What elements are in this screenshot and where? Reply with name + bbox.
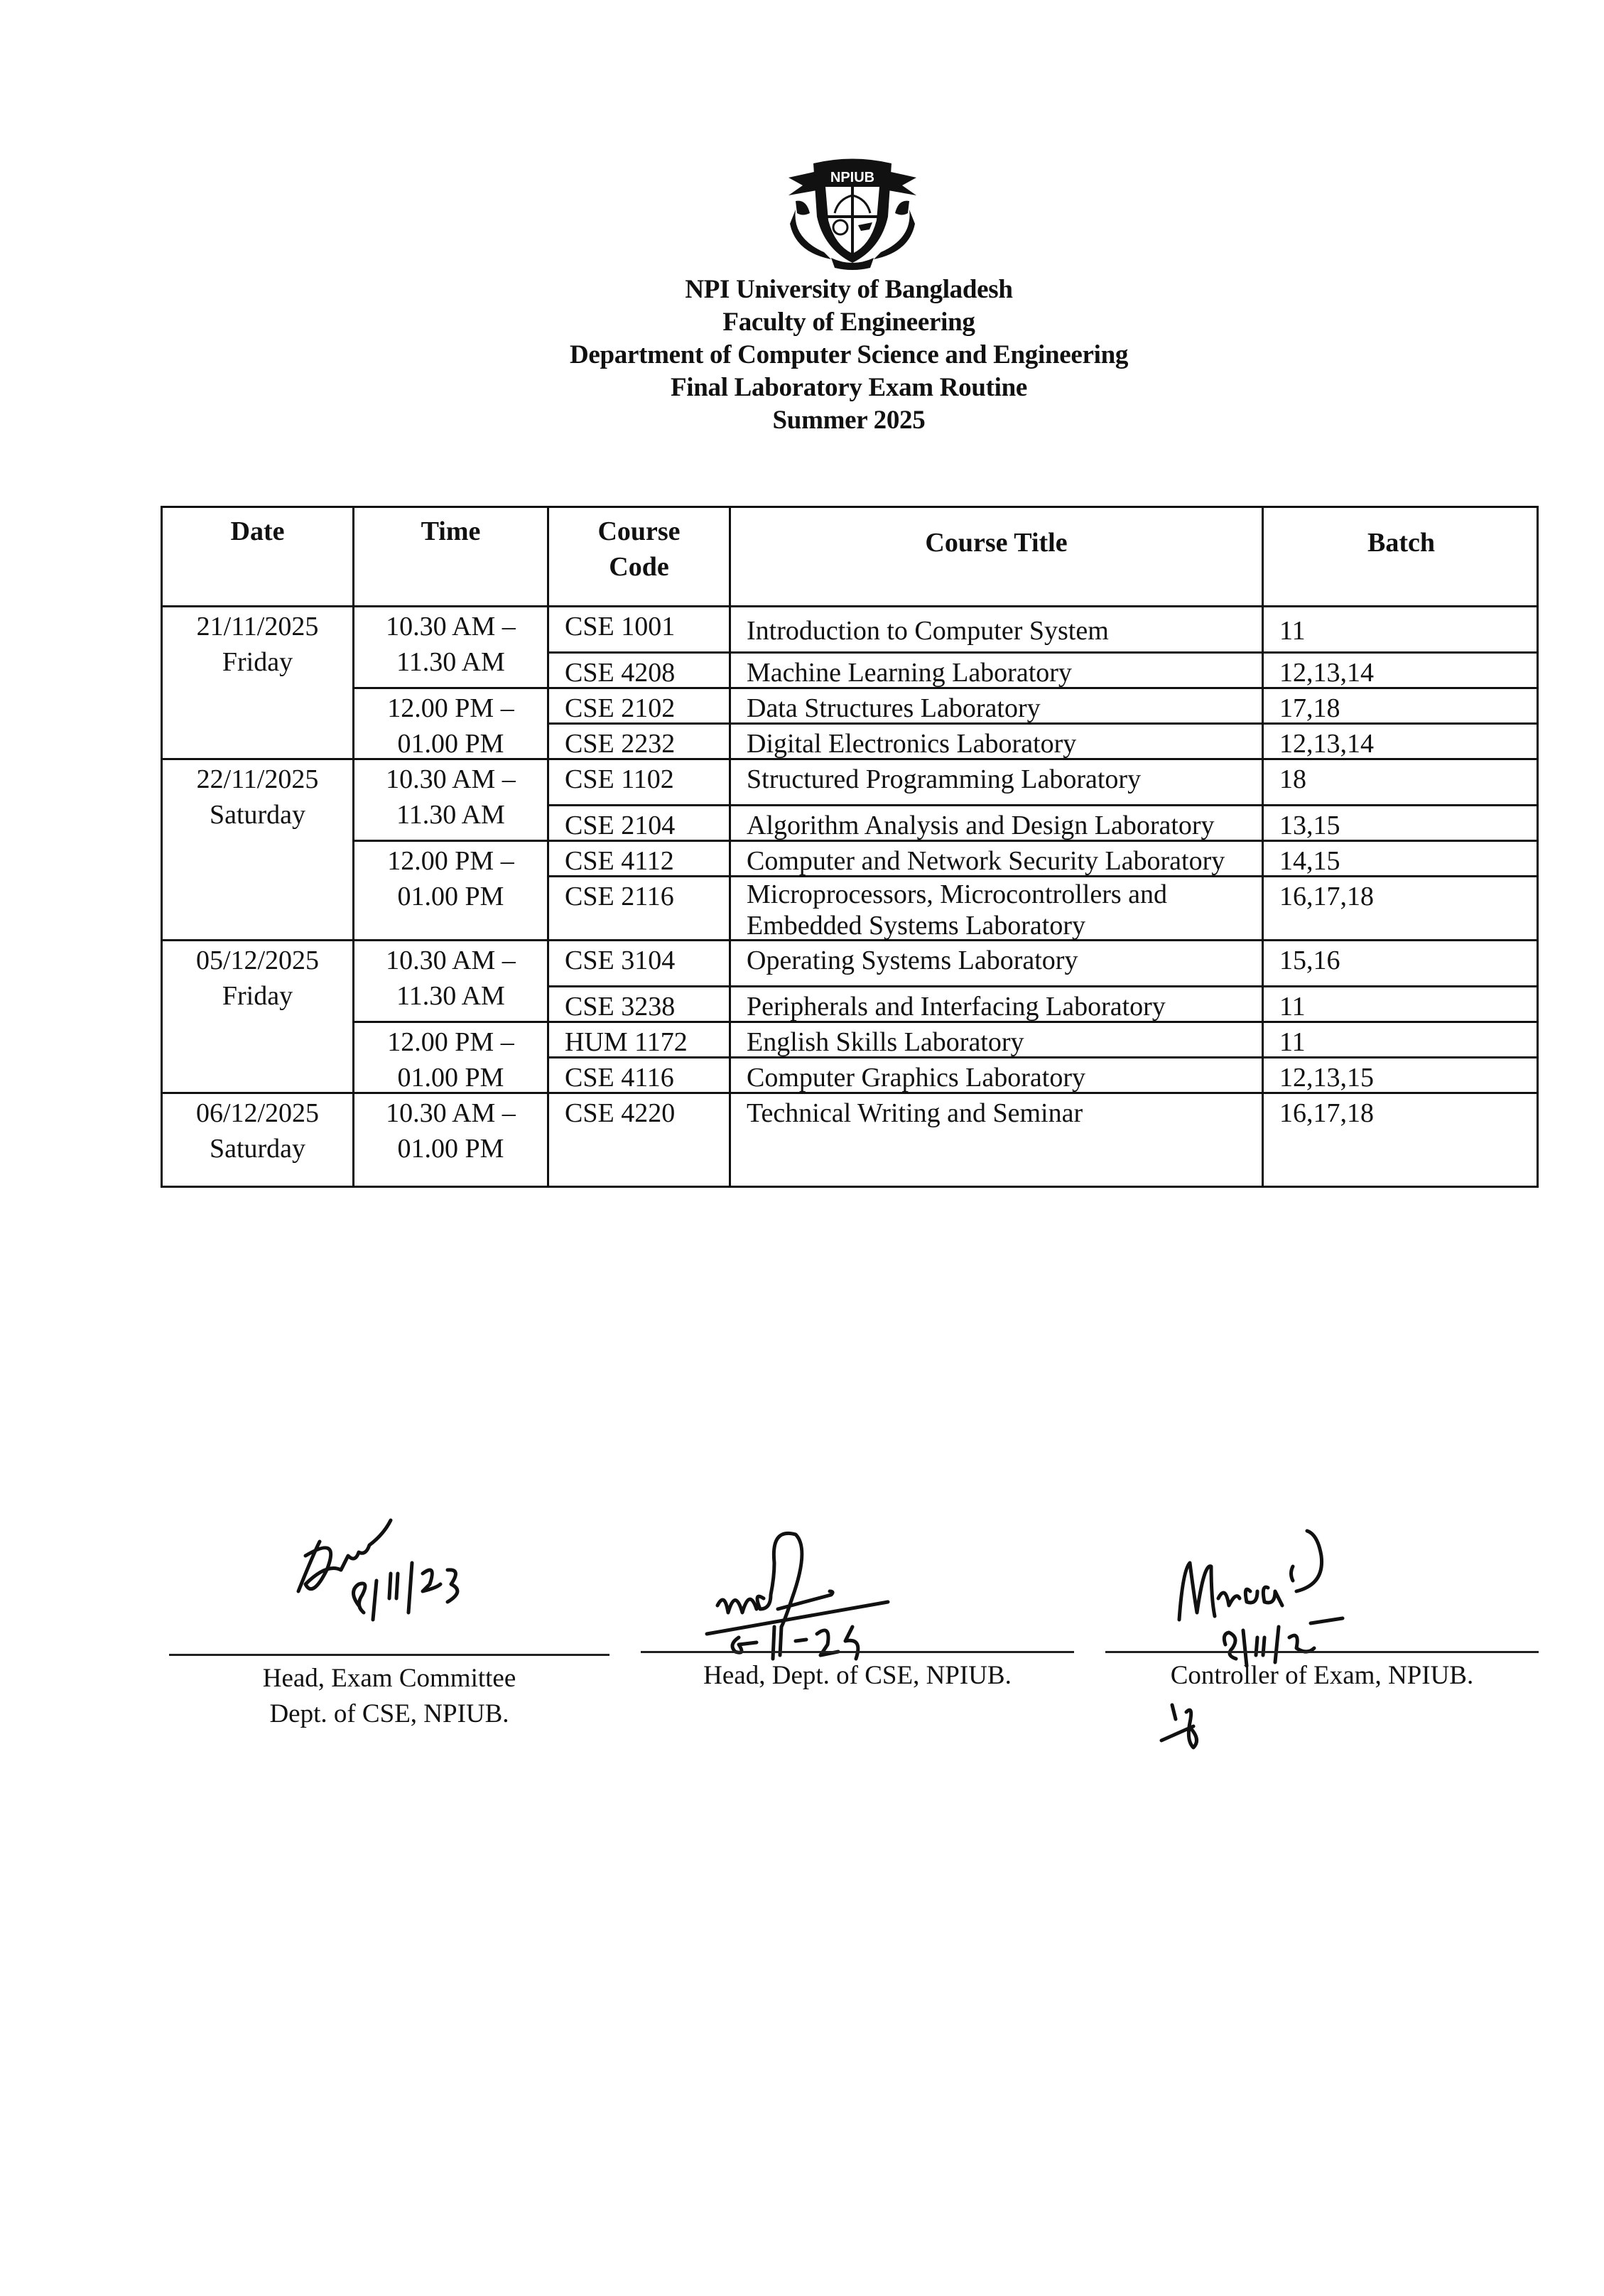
course-title: Digital Electronics Laboratory <box>729 722 1262 758</box>
university-name: NPI University of Bangladesh <box>685 275 1013 304</box>
column-header-date: Date <box>161 506 352 605</box>
course-title: Peripherals and Interfacing Laboratory <box>729 985 1262 1021</box>
time-start: 10.30 AM – <box>386 946 516 975</box>
course-code: HUM 1172 <box>547 1021 729 1056</box>
course-title <box>729 875 1262 939</box>
time-end: 01.00 PM <box>397 882 504 911</box>
time-start: 12.00 PM – <box>387 1027 514 1057</box>
date-cell <box>161 1092 352 1188</box>
time-cell <box>352 687 547 758</box>
signatory-role <box>1105 1658 1539 1694</box>
course-code: CSE 4208 <box>547 651 729 687</box>
date-cell <box>161 939 352 1092</box>
course-code: CSE 2232 <box>547 722 729 758</box>
column-header-course-code-line2: Code <box>609 552 669 582</box>
signature-line <box>641 1651 1074 1653</box>
course-batch: 12,13,15 <box>1262 1056 1539 1092</box>
time-end: 11.30 AM <box>396 800 505 830</box>
date-cell <box>161 758 352 939</box>
time-end: 11.30 AM <box>396 981 505 1011</box>
course-code: CSE 1001 <box>547 605 729 651</box>
course-batch: 12,13,14 <box>1262 651 1539 687</box>
course-title-line2: Embedded Systems Laboratory <box>747 911 1086 941</box>
course-code: CSE 4116 <box>547 1056 729 1092</box>
department-name: Department of Computer Science and Engineering <box>569 340 1129 369</box>
exam-routine-table <box>161 506 1539 1188</box>
course-code: CSE 2116 <box>547 875 729 939</box>
course-batch: 16,17,18 <box>1262 1092 1539 1188</box>
time-start: 10.30 AM – <box>386 764 516 794</box>
handwritten-signature <box>284 1513 497 1627</box>
column-header-batch: Batch <box>1262 506 1539 605</box>
exam-date: 22/11/2025 <box>196 764 319 794</box>
course-title: Machine Learning Laboratory <box>729 651 1262 687</box>
role-line1: Head, Exam Committee <box>262 1664 516 1693</box>
document-title: Final Laboratory Exam Routine <box>670 373 1028 402</box>
signature-line <box>1105 1651 1539 1653</box>
course-title: Structured Programming Laboratory <box>729 758 1262 804</box>
course-title: Data Structures Laboratory <box>729 687 1262 722</box>
course-code: CSE 2104 <box>547 804 729 840</box>
time-end: 11.30 AM <box>396 647 505 677</box>
exam-date: 06/12/2025 <box>195 1098 320 1128</box>
exam-day: Friday <box>222 647 293 677</box>
time-start: 12.00 PM – <box>387 693 514 723</box>
course-code: CSE 4112 <box>547 840 729 875</box>
time-cell <box>352 939 547 1021</box>
signature-line <box>169 1654 609 1656</box>
course-title: English Skills Laboratory <box>729 1021 1262 1056</box>
course-code: CSE 2102 <box>547 687 729 722</box>
course-batch: 11 <box>1262 605 1539 651</box>
course-title-line1: Microprocessors, Microcontrollers and <box>747 879 1168 909</box>
handwritten-initial <box>1158 1698 1229 1755</box>
course-batch: 11 <box>1262 985 1539 1021</box>
course-batch: 16,17,18 <box>1262 875 1539 939</box>
time-end: 01.00 PM <box>397 729 504 759</box>
course-code: CSE 3104 <box>547 939 729 985</box>
exam-day: Saturday <box>209 800 306 830</box>
exam-date: 05/12/2025 <box>195 946 320 975</box>
time-end: 01.00 PM <box>397 1134 504 1164</box>
course-title: Technical Writing and Seminar <box>729 1092 1262 1188</box>
course-title: Algorithm Analysis and Design Laboratory <box>729 804 1262 840</box>
role-line2: Dept. of CSE, NPIUB. <box>269 1699 509 1728</box>
role-line1: Controller of Exam, NPIUB. <box>1170 1661 1474 1690</box>
exam-date: 21/11/2025 <box>196 612 319 641</box>
document-header <box>0 274 1604 437</box>
date-cell <box>161 605 352 758</box>
time-start: 12.00 PM – <box>387 846 514 876</box>
course-code: CSE 3238 <box>547 985 729 1021</box>
time-start: 10.30 AM – <box>386 1098 516 1128</box>
time-cell <box>352 758 547 840</box>
column-header-course-title: Course Title <box>729 506 1262 605</box>
course-title: Operating Systems Laboratory <box>729 939 1262 985</box>
exam-day: Saturday <box>209 1134 306 1164</box>
role-line1: Head, Dept. of CSE, NPIUB. <box>703 1661 1012 1690</box>
course-batch: 15,16 <box>1262 939 1539 985</box>
handwritten-signature <box>703 1520 931 1655</box>
course-batch: 13,15 <box>1262 804 1539 840</box>
exam-term: Summer 2025 <box>772 406 926 435</box>
column-header-time: Time <box>352 506 547 605</box>
course-title: Computer Graphics Laboratory <box>729 1056 1262 1092</box>
university-crest-icon <box>781 146 923 270</box>
course-batch: 12,13,14 <box>1262 722 1539 758</box>
time-cell <box>352 1092 547 1188</box>
course-code: CSE 1102 <box>547 758 729 804</box>
course-title: Computer and Network Security Laboratory <box>729 840 1262 875</box>
handwritten-signature <box>1172 1513 1399 1655</box>
column-header-course-code <box>547 506 729 605</box>
exam-day: Friday <box>222 981 293 1011</box>
course-batch: 11 <box>1262 1021 1539 1056</box>
time-start: 10.30 AM – <box>386 612 516 641</box>
signatory-role <box>641 1658 1074 1694</box>
faculty-name: Faculty of Engineering <box>722 308 975 337</box>
time-cell <box>352 840 547 939</box>
course-batch: 14,15 <box>1262 840 1539 875</box>
time-cell <box>352 1021 547 1092</box>
time-cell <box>352 605 547 687</box>
time-end: 01.00 PM <box>397 1063 504 1093</box>
course-batch: 18 <box>1262 758 1539 804</box>
course-code: CSE 4220 <box>547 1092 729 1188</box>
course-batch: 17,18 <box>1262 687 1539 722</box>
svg-text:NPIUB: NPIUB <box>830 170 875 185</box>
column-header-course-code-line1: Course <box>597 516 681 546</box>
course-title: Introduction to Computer System <box>729 605 1262 651</box>
signatory-role <box>169 1661 609 1732</box>
